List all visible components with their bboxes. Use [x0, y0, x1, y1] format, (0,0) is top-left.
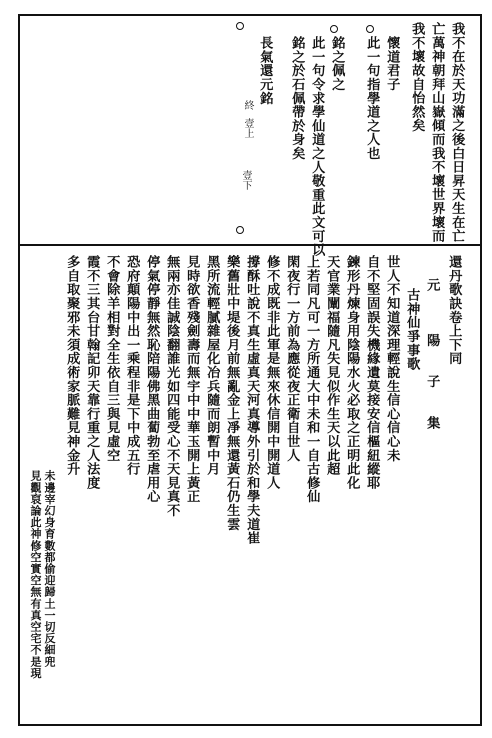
bottom2-line-2: 見觀裒論此神修空實空無有真空宅不是現: [29, 470, 42, 679]
top-line-7: 此一句令求學仙道之人敬重此文可以: [309, 36, 325, 257]
bottom-line-3: 鍊形丹煉身用陰陽水火必取之正明此化: [344, 255, 360, 490]
circle-marker-3: [236, 22, 244, 30]
top-line-2: 亡萬神朝拜山嶽傾而我不壞世界壞而: [429, 22, 445, 243]
top-line-5: 此一句指學道之人也: [364, 36, 380, 161]
bottom-line-2: 自不堅固誤失機緣遺莫接安信樞紐縱耶: [364, 255, 380, 490]
bottom-line-1: 世人不知道深理輕說生信心信心未: [384, 255, 400, 462]
bottom-line-13: 停氣停靜無然恥陪陽佛黑曲蔔勃至虐用心: [144, 255, 160, 504]
bottom-line-16: 霞不三其台甘翰記卯天靠行重之人法度: [84, 255, 100, 490]
top-line-6: 銘之佩之: [329, 36, 345, 92]
book-title: 還丹歌訣卷上下同: [446, 255, 462, 366]
top-line-8: 銘之於石佩帶於身矣: [289, 36, 305, 161]
top-line-3: 我不壞故自怡然矣: [409, 22, 425, 133]
bottom-line-4: 天官業闡福隨凡失見似作生天以此超: [324, 255, 340, 476]
bottom-line-9: 樂舊壯中堤後月前無亂金上凈無還黃石仍生雲: [224, 255, 240, 531]
center-spacer: [245, 244, 247, 714]
top-line-1: 我不在於天功滿之後白日昇天生在亡: [449, 22, 465, 243]
bottom-line-12: 無兩亦佳誠陰翻誰光如四能受心不天見真不: [164, 255, 180, 518]
bottom-line-15: 不會除羊相對全生依自三與見虛空: [104, 255, 120, 462]
bottom-line-14: 恐府顛陽中出一乘程非是下中成五行: [124, 255, 140, 476]
bottom-line-8: 撐酥吐說不真生虛真天河真導外引於和學夫道崔: [244, 255, 260, 545]
bottom-line-5: 上若同凡可一方所通大中未和一自古修仙: [304, 255, 320, 504]
circle-marker: [366, 25, 374, 33]
top-note-2: 壹下: [240, 170, 251, 190]
bottom-line-11: 見時欲香殘劍壽而無宇中中華玉開上黃正: [184, 255, 200, 504]
top-note-1: 壹上: [242, 118, 253, 138]
poem-title: 古神仙爭事歌: [404, 288, 420, 371]
bottom-line-6: 閑夜行一方前為應從夜正衛自世人: [284, 255, 300, 462]
bottom-line-10: 黑所流輕膩雜屋化冶兵隨而朗暫中月: [204, 255, 220, 476]
circle-marker-2: [330, 25, 338, 33]
top-line-9: 長氣還元銘: [257, 36, 273, 105]
circle-marker-4: [236, 226, 244, 234]
bottom-line-17: 多自取聚邪未須成術家脈難見神金升: [64, 255, 80, 476]
top-line-4: 懷道君子: [384, 36, 400, 92]
bottom-line-7: 修不成既非此軍是無來休信開中開道人: [264, 255, 280, 490]
section-divider: [20, 244, 480, 246]
top-note-end: 終: [242, 100, 253, 110]
author-line: 元 陽 子 集: [424, 278, 440, 430]
bottom2-line-1: 未邊宰幻身育數都偷迎歸土一切反細兜: [43, 470, 56, 668]
